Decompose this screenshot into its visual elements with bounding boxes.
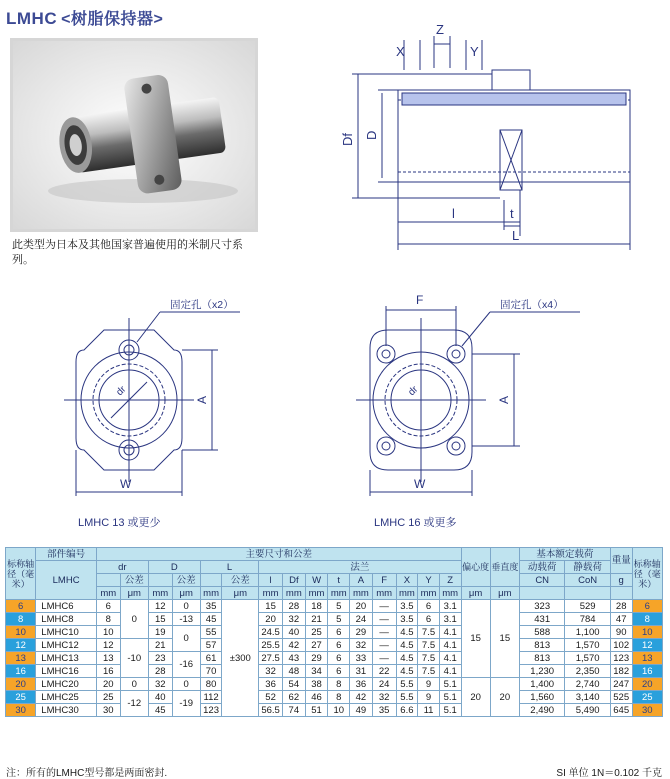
cell-X: 3.5	[396, 600, 418, 613]
cell-L: 123	[200, 704, 222, 717]
cell-static-load: 5,490	[565, 704, 610, 717]
cell-F: —	[372, 613, 396, 626]
table-row	[6, 613, 663, 626]
unit-note: SI 单位 1N＝0.102 千克	[556, 768, 662, 779]
cell-l: 27.5	[259, 652, 283, 665]
cell-Df: 48	[282, 665, 305, 678]
cell-weight: 525	[610, 691, 632, 704]
left-dr-label: dr	[114, 384, 129, 399]
cell-dynamic-load: 813	[519, 639, 564, 652]
cell-part-number: LMHC8	[36, 613, 97, 626]
th-F: F	[372, 574, 396, 587]
cell-dynamic-load: 1,400	[519, 678, 564, 691]
cell-dr: 20	[96, 678, 120, 691]
th-main-dims: 主要尺寸和公差	[96, 548, 461, 561]
th-l: l	[259, 574, 283, 587]
cell-static-load: 1,100	[565, 626, 610, 639]
th-dyn: 动载荷	[519, 561, 564, 574]
cell-weight: 123	[610, 652, 632, 665]
cell-F: —	[372, 626, 396, 639]
cell-W: 27	[305, 639, 328, 652]
cell-Z: 5.1	[439, 704, 461, 717]
th-stat: 静载荷	[565, 561, 610, 574]
cell-dr: 6	[96, 600, 120, 613]
cell-L: 80	[200, 678, 222, 691]
th-unit: mm	[200, 587, 222, 600]
th-unit: μm	[172, 587, 200, 600]
cell-static-load: 3,140	[565, 691, 610, 704]
cell-Y: 7.5	[418, 626, 440, 639]
cell-weight: 47	[610, 613, 632, 626]
th-A: A	[350, 574, 373, 587]
th-unit: mm	[439, 587, 461, 600]
th-L: L	[200, 561, 258, 574]
cell-Y: 6	[418, 600, 440, 613]
cell-Y: 7.5	[418, 652, 440, 665]
cell-Y: 11	[418, 704, 440, 717]
cell-A: 36	[350, 678, 373, 691]
th-L-tol: 公差	[222, 574, 259, 587]
th-flange: 法兰	[259, 561, 461, 574]
th-dr-tol: 公差	[120, 574, 148, 587]
th-unit: mm	[328, 587, 350, 600]
left-fixing-hole-callout: 固定孔（x2）	[170, 299, 234, 311]
title-code: LMHC	[6, 9, 58, 28]
th-unit: mm	[96, 587, 120, 600]
dim-df-label: Df	[340, 133, 355, 146]
th-unit: μm	[222, 587, 259, 600]
ball-retainer-upper	[402, 93, 626, 105]
cell-X: 5.5	[396, 691, 418, 704]
cell-Df: 54	[282, 678, 305, 691]
dim-l-big-label: L	[512, 228, 520, 243]
cell-t: 8	[328, 678, 350, 691]
cell-dr: 13	[96, 652, 120, 665]
cell-W: 25	[305, 626, 328, 639]
cell-nominal: 6	[6, 600, 36, 613]
right-fixing-hole-callout: 固定孔（x4）	[500, 299, 564, 311]
cell-A: 29	[350, 626, 373, 639]
cell-D: 23	[148, 652, 172, 665]
cell-X: 4.5	[396, 626, 418, 639]
cell-t: 6	[328, 665, 350, 678]
cell-W: 21	[305, 613, 328, 626]
cell-nominal: 30	[6, 704, 36, 717]
cell-L: 45	[200, 613, 222, 626]
left-flange-outline	[76, 330, 182, 470]
cell-l: 56.5	[259, 704, 283, 717]
th-unit: mm	[148, 587, 172, 600]
cell-D-tol: -19	[172, 691, 200, 717]
cell-F: 35	[372, 704, 396, 717]
left-drawing-caption: LMHC 13 或更少	[78, 517, 161, 529]
cell-Z: 3.1	[439, 613, 461, 626]
cell-weight: 102	[610, 639, 632, 652]
dim-y-label: Y	[470, 44, 479, 59]
cell-D: 15	[148, 613, 172, 626]
cell-part-number: LMHC25	[36, 691, 97, 704]
cell-Y: 9	[418, 691, 440, 704]
cell-Z: 4.1	[439, 652, 461, 665]
left-body-circle	[81, 352, 177, 448]
cell-L: 35	[200, 600, 222, 613]
cell-nominal-right: 8	[632, 613, 662, 626]
cell-dynamic-load: 323	[519, 600, 564, 613]
cell-l: 52	[259, 691, 283, 704]
th-unit: mm	[259, 587, 283, 600]
cell-Y: 9	[418, 678, 440, 691]
cell-nominal: 16	[6, 665, 36, 678]
th-unit: mm	[396, 587, 418, 600]
cell-X: 4.5	[396, 652, 418, 665]
cell-D-tol: 0	[172, 678, 200, 691]
th-Z: Z	[439, 574, 461, 587]
cell-Df: 74	[282, 704, 305, 717]
right-f-label: F	[416, 293, 424, 307]
cell-l: 32	[259, 665, 283, 678]
cell-dynamic-load: 1,560	[519, 691, 564, 704]
cell-dr-tol: 0	[120, 600, 148, 639]
cell-L: 55	[200, 626, 222, 639]
th-g: g	[610, 574, 632, 587]
cell-part-number: LMHC10	[36, 626, 97, 639]
table-row	[6, 639, 663, 652]
cell-D-tol: 0	[172, 626, 200, 652]
cell-t: 6	[328, 639, 350, 652]
cell-nominal: 25	[6, 691, 36, 704]
bearing-photo-illustration	[13, 41, 255, 229]
cell-W: 34	[305, 665, 328, 678]
cell-nominal: 13	[6, 652, 36, 665]
cell-D: 28	[148, 665, 172, 678]
cell-part-number: LMHC13	[36, 652, 97, 665]
cell-dynamic-load: 2,490	[519, 704, 564, 717]
cell-t: 5	[328, 600, 350, 613]
footnote: 注：所有的LMHC型号都是两面密封.	[6, 768, 168, 779]
cell-perpendicularity: 20	[490, 678, 519, 717]
th-Df: Df	[282, 574, 305, 587]
cell-nominal-right: 12	[632, 639, 662, 652]
th-nominal: 标称轴径（毫米）	[6, 548, 36, 600]
dim-t-label: t	[510, 206, 514, 221]
cell-dr: 10	[96, 626, 120, 639]
right-a-label: A	[497, 395, 511, 404]
cell-Df: 42	[282, 639, 305, 652]
cell-D: 40	[148, 691, 172, 704]
cell-L: 57	[200, 639, 222, 652]
cell-nominal-right: 10	[632, 626, 662, 639]
right-drawing-caption: LMHC 16 或更多	[374, 517, 457, 529]
cell-W: 51	[305, 704, 328, 717]
product-photo	[10, 38, 258, 232]
cell-t: 8	[328, 691, 350, 704]
th-D-tol: 公差	[172, 574, 200, 587]
cell-Df: 43	[282, 652, 305, 665]
th-unit: mm	[350, 587, 373, 600]
cell-Y: 6	[418, 613, 440, 626]
spec-table	[5, 547, 663, 717]
cell-nominal: 8	[6, 613, 36, 626]
cell-static-load: 2,350	[565, 665, 610, 678]
cell-perpendicularity: 15	[490, 600, 519, 678]
side-flange-top	[492, 70, 530, 90]
cell-A: 49	[350, 704, 373, 717]
table-row	[6, 665, 663, 678]
cell-X: 6.6	[396, 704, 418, 717]
table-row	[6, 704, 663, 717]
cell-Y: 7.5	[418, 665, 440, 678]
cell-weight: 28	[610, 600, 632, 613]
cell-static-load: 1,570	[565, 652, 610, 665]
cell-part-number: LMHC16	[36, 665, 97, 678]
cell-Z: 5.1	[439, 678, 461, 691]
cell-l: 25.5	[259, 639, 283, 652]
cell-static-load: 1,570	[565, 639, 610, 652]
cell-X: 4.5	[396, 639, 418, 652]
th-model: LMHC	[36, 561, 97, 600]
th-partno: 部件编号	[36, 548, 97, 561]
th-unit: μm	[461, 587, 490, 600]
th-dyn2: CN	[519, 574, 564, 587]
th-unit: μm	[120, 587, 148, 600]
cell-dr-tol: 0	[120, 678, 148, 691]
cell-dynamic-load: 1,230	[519, 665, 564, 678]
cell-X: 5.5	[396, 678, 418, 691]
cell-eccentricity: 15	[461, 600, 490, 678]
cell-W: 18	[305, 600, 328, 613]
cell-F: —	[372, 600, 396, 613]
cell-X: 4.5	[396, 665, 418, 678]
cell-W: 46	[305, 691, 328, 704]
th-eccentricity: 偏心度	[461, 548, 490, 587]
right-flange-outline	[370, 330, 472, 470]
th-Y: Y	[418, 574, 440, 587]
cell-t: 10	[328, 704, 350, 717]
cell-nominal-right: 20	[632, 678, 662, 691]
cell-l: 15	[259, 600, 283, 613]
cell-nominal-right: 16	[632, 665, 662, 678]
th-W: W	[305, 574, 328, 587]
cell-t: 6	[328, 626, 350, 639]
th-unit: mm	[305, 587, 328, 600]
cell-F: 22	[372, 665, 396, 678]
cell-Z: 5.1	[439, 691, 461, 704]
title-name: <树脂保持器>	[61, 11, 164, 28]
cell-dr: 12	[96, 639, 120, 652]
th-D: D	[148, 561, 200, 574]
dim-d-label: D	[364, 130, 379, 140]
cell-W: 29	[305, 652, 328, 665]
th-t: t	[328, 574, 350, 587]
cell-weight: 90	[610, 626, 632, 639]
cell-D-tol: -13	[172, 613, 200, 626]
cell-t: 5	[328, 613, 350, 626]
table-row	[6, 600, 663, 613]
cell-part-number: LMHC20	[36, 678, 97, 691]
cell-L: 112	[200, 691, 222, 704]
th-weight: 重量	[610, 548, 632, 574]
th-load: 基本额定载荷	[519, 548, 610, 561]
left-a-label: A	[195, 395, 209, 404]
cell-dr: 30	[96, 704, 120, 717]
dim-l-small-label: l	[452, 206, 455, 221]
side-flange-section	[500, 130, 522, 190]
th-unit: mm	[372, 587, 396, 600]
cell-D: 12	[148, 600, 172, 613]
cell-D-tol: 0	[172, 600, 200, 613]
side-body-outline	[398, 90, 630, 182]
cell-A: 24	[350, 613, 373, 626]
cell-nominal-right: 6	[632, 600, 662, 613]
th-dr: dr	[96, 561, 148, 574]
cell-D: 45	[148, 704, 172, 717]
cell-A: 33	[350, 652, 373, 665]
right-body-circle	[373, 352, 469, 448]
cell-static-load: 2,740	[565, 678, 610, 691]
cell-Z: 3.1	[439, 600, 461, 613]
th-unit: mm	[282, 587, 305, 600]
cell-weight: 247	[610, 678, 632, 691]
cell-X: 3.5	[396, 613, 418, 626]
cell-static-load: 784	[565, 613, 610, 626]
cell-A: 20	[350, 600, 373, 613]
cell-Df: 32	[282, 613, 305, 626]
cell-l: 36	[259, 678, 283, 691]
cell-Df: 40	[282, 626, 305, 639]
cell-nominal: 20	[6, 678, 36, 691]
cell-dr: 8	[96, 613, 120, 626]
cell-L-tol: ±300	[222, 600, 259, 717]
cell-dynamic-load: 588	[519, 626, 564, 639]
cell-Z: 4.1	[439, 639, 461, 652]
th-X: X	[396, 574, 418, 587]
cell-l: 24.5	[259, 626, 283, 639]
page-title	[6, 6, 163, 28]
cell-F: 32	[372, 691, 396, 704]
product-description: 此类型为日本及其他国家普遍使用的米制尺寸系列。	[12, 239, 243, 266]
cell-dr-tol: -10	[120, 639, 148, 678]
cell-dynamic-load: 813	[519, 652, 564, 665]
cell-F: 24	[372, 678, 396, 691]
cell-eccentricity: 20	[461, 678, 490, 717]
table-row	[6, 691, 663, 704]
dim-z-label: Z	[436, 22, 444, 37]
cell-F: —	[372, 652, 396, 665]
cell-dynamic-load: 431	[519, 613, 564, 626]
right-dr-label: dr	[406, 384, 421, 399]
cell-Df: 28	[282, 600, 305, 613]
cell-A: 31	[350, 665, 373, 678]
cell-A: 32	[350, 639, 373, 652]
cell-nominal-right: 13	[632, 652, 662, 665]
table-row	[6, 652, 663, 665]
cell-part-number: LMHC30	[36, 704, 97, 717]
cell-part-number: LMHC12	[36, 639, 97, 652]
th-stat2: CoN	[565, 574, 610, 587]
cell-Z: 4.1	[439, 665, 461, 678]
cell-nominal-right: 30	[632, 704, 662, 717]
cell-D-tol: -16	[172, 652, 200, 678]
cell-Df: 62	[282, 691, 305, 704]
cell-weight: 182	[610, 665, 632, 678]
cell-Y: 7.5	[418, 639, 440, 652]
cell-L: 70	[200, 665, 222, 678]
cell-D: 21	[148, 639, 172, 652]
th-perpendicularity: 垂直度	[490, 548, 519, 587]
cell-part-number: LMHC6	[36, 600, 97, 613]
th-nominal-right: 标称轴径（毫米）	[632, 548, 662, 600]
cell-F: —	[372, 639, 396, 652]
left-w-label: W	[120, 477, 132, 491]
table-row	[6, 678, 663, 691]
cell-t: 6	[328, 652, 350, 665]
cell-L: 61	[200, 652, 222, 665]
cell-Z: 4.1	[439, 626, 461, 639]
cell-D: 32	[148, 678, 172, 691]
cell-W: 38	[305, 678, 328, 691]
table-row	[6, 626, 663, 639]
th-unit: mm	[418, 587, 440, 600]
cell-A: 42	[350, 691, 373, 704]
cell-nominal: 10	[6, 626, 36, 639]
cell-D: 19	[148, 626, 172, 639]
right-w-label: W	[414, 477, 426, 491]
cell-nominal-right: 25	[632, 691, 662, 704]
cell-l: 20	[259, 613, 283, 626]
dim-x-label: X	[396, 44, 405, 59]
cell-dr: 25	[96, 691, 120, 704]
cell-dr-tol: -12	[120, 691, 148, 717]
th-unit: μm	[490, 587, 519, 600]
cell-weight: 645	[610, 704, 632, 717]
cell-nominal: 12	[6, 639, 36, 652]
cell-static-load: 529	[565, 600, 610, 613]
cell-dr: 16	[96, 665, 120, 678]
